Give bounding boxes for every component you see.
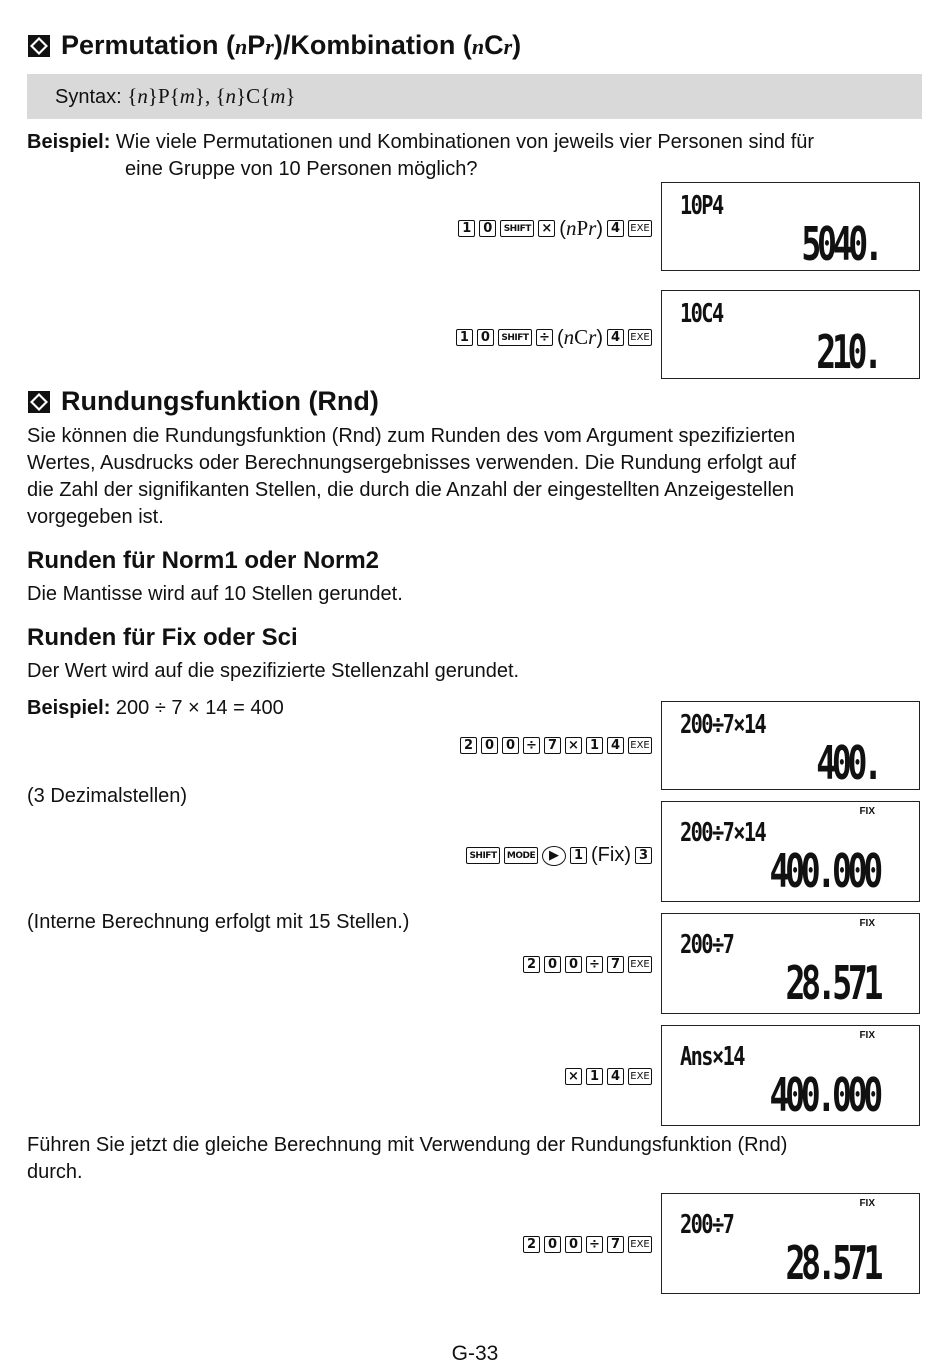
- display-result: 400.: [816, 736, 879, 790]
- key-divide: ÷: [536, 329, 553, 346]
- calculator-display: [661, 801, 920, 902]
- key-1: 1: [456, 329, 473, 346]
- key-divide: ÷: [523, 737, 540, 754]
- key-multiply: ×: [565, 1068, 582, 1085]
- key-4: 4: [607, 220, 624, 237]
- key-sequence-calc4: [466, 844, 652, 867]
- subheading-norm: Runden für Norm1 oder Norm2: [27, 547, 380, 574]
- key-mode: MODE: [504, 847, 538, 864]
- page-number: G-33: [451, 1342, 499, 1365]
- display-result: 400.000: [769, 844, 879, 898]
- key-4: 4: [607, 1068, 624, 1085]
- key-1: 1: [458, 220, 475, 237]
- key-multiply: ×: [565, 737, 582, 754]
- section-heading-permutation: [27, 30, 521, 61]
- key-note-npr: (nPr): [559, 216, 603, 240]
- key-1: 1: [586, 1068, 603, 1085]
- key-divide: ÷: [586, 956, 603, 973]
- key-sequence-ncr: [456, 325, 652, 350]
- display-expression: 200÷7×14: [680, 818, 766, 848]
- key-1: 1: [570, 847, 587, 864]
- key-sequence-npr: [458, 216, 652, 241]
- paragraph-fix-sci: Der Wert wird auf die spezifizierte Stellenzahl gerundet.: [27, 660, 520, 682]
- fix-indicator: FIX: [859, 1030, 875, 1041]
- key-exe: EXE: [628, 1068, 652, 1085]
- calculator-display: [661, 701, 920, 790]
- calculator-display: [661, 1193, 920, 1294]
- fix-indicator: FIX: [859, 806, 875, 817]
- key-4: 4: [607, 329, 624, 346]
- key-7: 7: [544, 737, 561, 754]
- display-expression: 200÷7×14: [680, 710, 766, 740]
- display-result: 210.: [816, 325, 879, 379]
- key-shift: SHIFT: [500, 220, 534, 237]
- diamond-bullet-icon: [27, 390, 51, 414]
- heading-text: Permutation (nPr)/Kombination (nCr): [61, 30, 522, 60]
- key-sequence-calc3: [460, 737, 652, 754]
- key-exe: EXE: [628, 737, 652, 754]
- key-2: 2: [460, 737, 477, 754]
- key-exe: EXE: [628, 329, 652, 346]
- key-2: 2: [523, 956, 540, 973]
- calculator-display: [661, 290, 920, 379]
- key-exe: EXE: [628, 956, 652, 973]
- key-0: 0: [502, 737, 519, 754]
- key-shift: SHIFT: [466, 847, 500, 864]
- display-expression: Ans×14: [680, 1042, 744, 1072]
- display-expression: 10P4: [680, 191, 723, 221]
- calculator-display: [661, 913, 920, 1014]
- key-multiply: ×: [538, 220, 555, 237]
- key-sequence-calc7: [523, 1236, 652, 1253]
- key-0: 0: [565, 1236, 582, 1253]
- display-result: 28.571: [785, 956, 879, 1010]
- paragraph-now: Führen Sie jetzt die gleiche Berechnung mit Verwendung der Rundungsfunktion (Rnd) durch.: [27, 1134, 788, 1183]
- key-3: 3: [635, 847, 652, 864]
- display-expression: 200÷7: [680, 930, 734, 960]
- paragraph-rnd-intro: Sie können die Rundungsfunktion (Rnd) zum Runden des vom Argument spezifizierten Wertes, Ausdrucks oder Berechnungsergebnisses verwenden. Die Rundung erfolgt auf die Zahl der signifikanten Stellen, die durch die Anzahl der eingestellten Anzeigestellen vorgegeben ist.: [27, 425, 796, 528]
- display-expression: 200÷7: [680, 1210, 734, 1240]
- key-2: 2: [523, 1236, 540, 1253]
- note-internal: (Interne Berechnung erfolgt mit 15 Stellen.): [27, 911, 410, 933]
- display-result: 28.571: [785, 1236, 879, 1290]
- section-heading-rnd: [27, 386, 379, 417]
- key-0: 0: [479, 220, 496, 237]
- calculator-display: [661, 182, 920, 271]
- display-result: 400.000: [769, 1068, 879, 1122]
- example-rnd: Beispiel: 200 ÷ 7 × 14 = 400: [27, 697, 284, 719]
- key-0: 0: [544, 956, 561, 973]
- key-0: 0: [544, 1236, 561, 1253]
- key-note-fix: (Fix): [591, 844, 631, 866]
- diamond-bullet-icon: [27, 34, 51, 58]
- key-0: 0: [477, 329, 494, 346]
- key-sequence-calc6: [565, 1068, 652, 1085]
- key-0: 0: [565, 956, 582, 973]
- fix-indicator: FIX: [859, 1198, 875, 1209]
- key-7: 7: [607, 956, 624, 973]
- key-replay-right: ▶: [542, 846, 566, 866]
- example-permutation: Beispiel: Wie viele Permutationen und Kombinationen von jeweils vier Personen sind für eine Gruppe von 10 Personen möglich?: [27, 131, 815, 180]
- subheading-fix-sci: Runden für Fix oder Sci: [27, 624, 298, 651]
- note-decimals: (3 Dezimalstellen): [27, 785, 188, 807]
- key-0: 0: [481, 737, 498, 754]
- paragraph-norm: Die Mantisse wird auf 10 Stellen gerundet.: [27, 583, 403, 605]
- display-expression: 10C4: [680, 299, 723, 329]
- key-exe: EXE: [628, 1236, 652, 1253]
- syntax-box: Syntax: {n}P{m}, {n}C{m}: [27, 74, 922, 119]
- fix-indicator: FIX: [859, 918, 875, 929]
- key-divide: ÷: [586, 1236, 603, 1253]
- key-4: 4: [607, 737, 624, 754]
- key-1: 1: [586, 737, 603, 754]
- heading-text: Rundungsfunktion (Rnd): [61, 386, 379, 416]
- key-shift: SHIFT: [498, 329, 532, 346]
- key-exe: EXE: [628, 220, 652, 237]
- display-result: 5040.: [800, 217, 879, 271]
- key-7: 7: [607, 1236, 624, 1253]
- key-sequence-calc5: [523, 956, 652, 973]
- key-note-ncr: (nCr): [556, 325, 603, 349]
- calculator-display: [661, 1025, 920, 1126]
